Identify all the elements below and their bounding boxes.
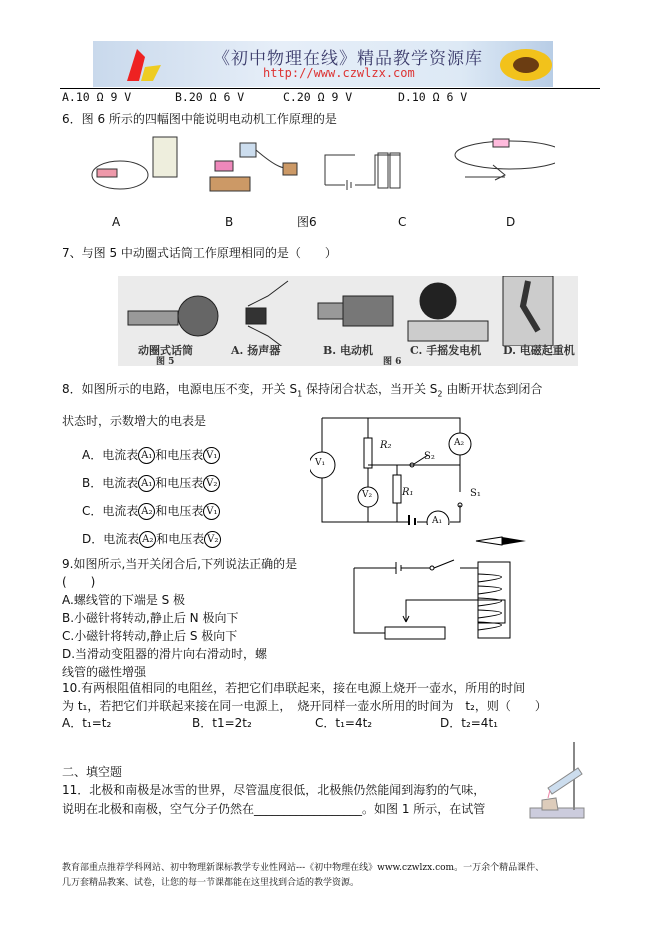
q10-line2: 为 t₁，若把它们并联起来接在同一电源上， 烧开同样一壶水所用的时间为 t₂，则（ ） xyxy=(62,699,547,713)
circuit-r1: R₁ xyxy=(402,487,414,498)
q8-option-d: D．电流表 A₂ 和电压表 V₂ xyxy=(82,531,221,548)
fig6-caption: 图6 xyxy=(297,215,317,229)
q10-line1: 10.有两根阻值相同的电阻丝，若把它们串联起来，接在电源上烧开一壶水，所用的时间 xyxy=(62,681,526,695)
q5-option-c: C.20 Ω 9 V xyxy=(283,90,353,104)
banner-url: http://www.czwlzx.com xyxy=(263,66,415,80)
fig6-label-c: C xyxy=(398,215,407,229)
fig6-label-inner: 图 6 xyxy=(383,357,402,367)
fig5-caption-b: B. 电动机 xyxy=(323,344,373,357)
section-fill-blank-heading: 二、填空题 xyxy=(62,765,123,779)
fig5-caption-d: D. 电磁起重机 xyxy=(503,344,575,357)
banner-title: 《初中物理在线》精品教学资源库 xyxy=(213,49,483,69)
q5-option-b: B.20 Ω 6 V xyxy=(175,90,245,104)
fig5-caption-a: A. 扬声器 xyxy=(231,344,281,357)
fig5-caption-mic: 动圈式话筒 xyxy=(138,344,193,357)
logo-icon xyxy=(123,47,163,85)
compass-needle-icon xyxy=(474,536,528,546)
figure-5-photo xyxy=(118,276,578,366)
q9-text: 9.如图所示,当开关闭合后,下列说法正确的是 ( ) A.螺线管的下端是 S 极 B.小磁针将转动,静止后 N 极向下 C.小磁针将转动,静止后 S 极向下 D.当滑动变阻器的滑片向右滑动时，螺 线管的磁性增强 xyxy=(62,557,298,679)
sunflower-icon xyxy=(488,43,553,87)
q5-option-d: D.10 Ω 6 V xyxy=(398,90,468,104)
fig5-label: 图 5 xyxy=(156,357,175,367)
q5-option-a: A.10 Ω 9 V xyxy=(62,90,132,104)
circuit-r2: R₂ xyxy=(380,440,392,451)
q9-solenoid-circuit xyxy=(350,558,525,643)
q8-line1: 8．如图所示的电路，电源电压不变，开关 $S_1$ 保持闭合状态，当开关 $S_2$ 由断开状态到闭合 xyxy=(62,382,543,399)
q8-line2: 状态时，示数增大的电表是 xyxy=(62,414,207,428)
figure-6-diagrams xyxy=(85,135,555,215)
footer-line1: 教育部重点推荐学科网站、初中物理新课标教学专业性网站---《初中物理在线》www.czwlzx.com。一万余个精品课件、 xyxy=(62,863,545,873)
circuit-s1: S₁ xyxy=(470,488,481,499)
q8-option-c: C．电流表 A₂ 和电压表 V₁ xyxy=(82,503,220,520)
q8-option-b: B．电流表 A₁ 和电压表 V₂ xyxy=(82,475,220,492)
test-tube-apparatus-icon xyxy=(528,740,588,822)
q8-circuit xyxy=(310,410,490,525)
circuit-a2: A₂ xyxy=(454,438,465,448)
header-rule xyxy=(60,88,600,89)
q11-line2: 说明在北极和南极，空气分子仍然在__________________。如图 1 所示，在试管 xyxy=(62,802,486,816)
q8-option-a: A．电流表 A₁ 和电压表 V₁ xyxy=(82,447,220,464)
fig6-label-d: D xyxy=(506,215,516,229)
q7-text: 7、与图 5 中动圈式话筒工作原理相同的是（ ） xyxy=(62,246,337,260)
fig6-label-b: B xyxy=(225,215,234,229)
fig5-caption-c: C. 手摇发电机 xyxy=(410,344,482,357)
footer-line2: 几万套精品教案、试卷，让您的每一节课都能在这里找到合适的教学资源。 xyxy=(62,878,360,888)
q6-text: 6．图 6 所示的四幅图中能说明电动机工作原理的是 xyxy=(62,112,337,126)
q11-line1: 11．北极和南极是冰雪的世界，尽管温度很低，北极熊仍然能闻到海豹的气味， xyxy=(62,783,486,797)
circuit-v2: V₂ xyxy=(362,490,373,500)
circuit-s2: S₂ xyxy=(424,451,435,462)
q10-option-c: C．t₁=4t₂ xyxy=(315,716,373,730)
fig6-label-a: A xyxy=(112,215,121,229)
q10-option-d: D．t₂=4t₁ xyxy=(440,716,498,730)
circuit-a1: A₁ xyxy=(432,516,443,526)
q10-option-b: B．t1=2t₂ xyxy=(192,716,252,730)
header-banner xyxy=(93,41,553,87)
q10-option-a: A．t₁=t₂ xyxy=(62,716,112,730)
circuit-v1: V₁ xyxy=(315,458,326,468)
